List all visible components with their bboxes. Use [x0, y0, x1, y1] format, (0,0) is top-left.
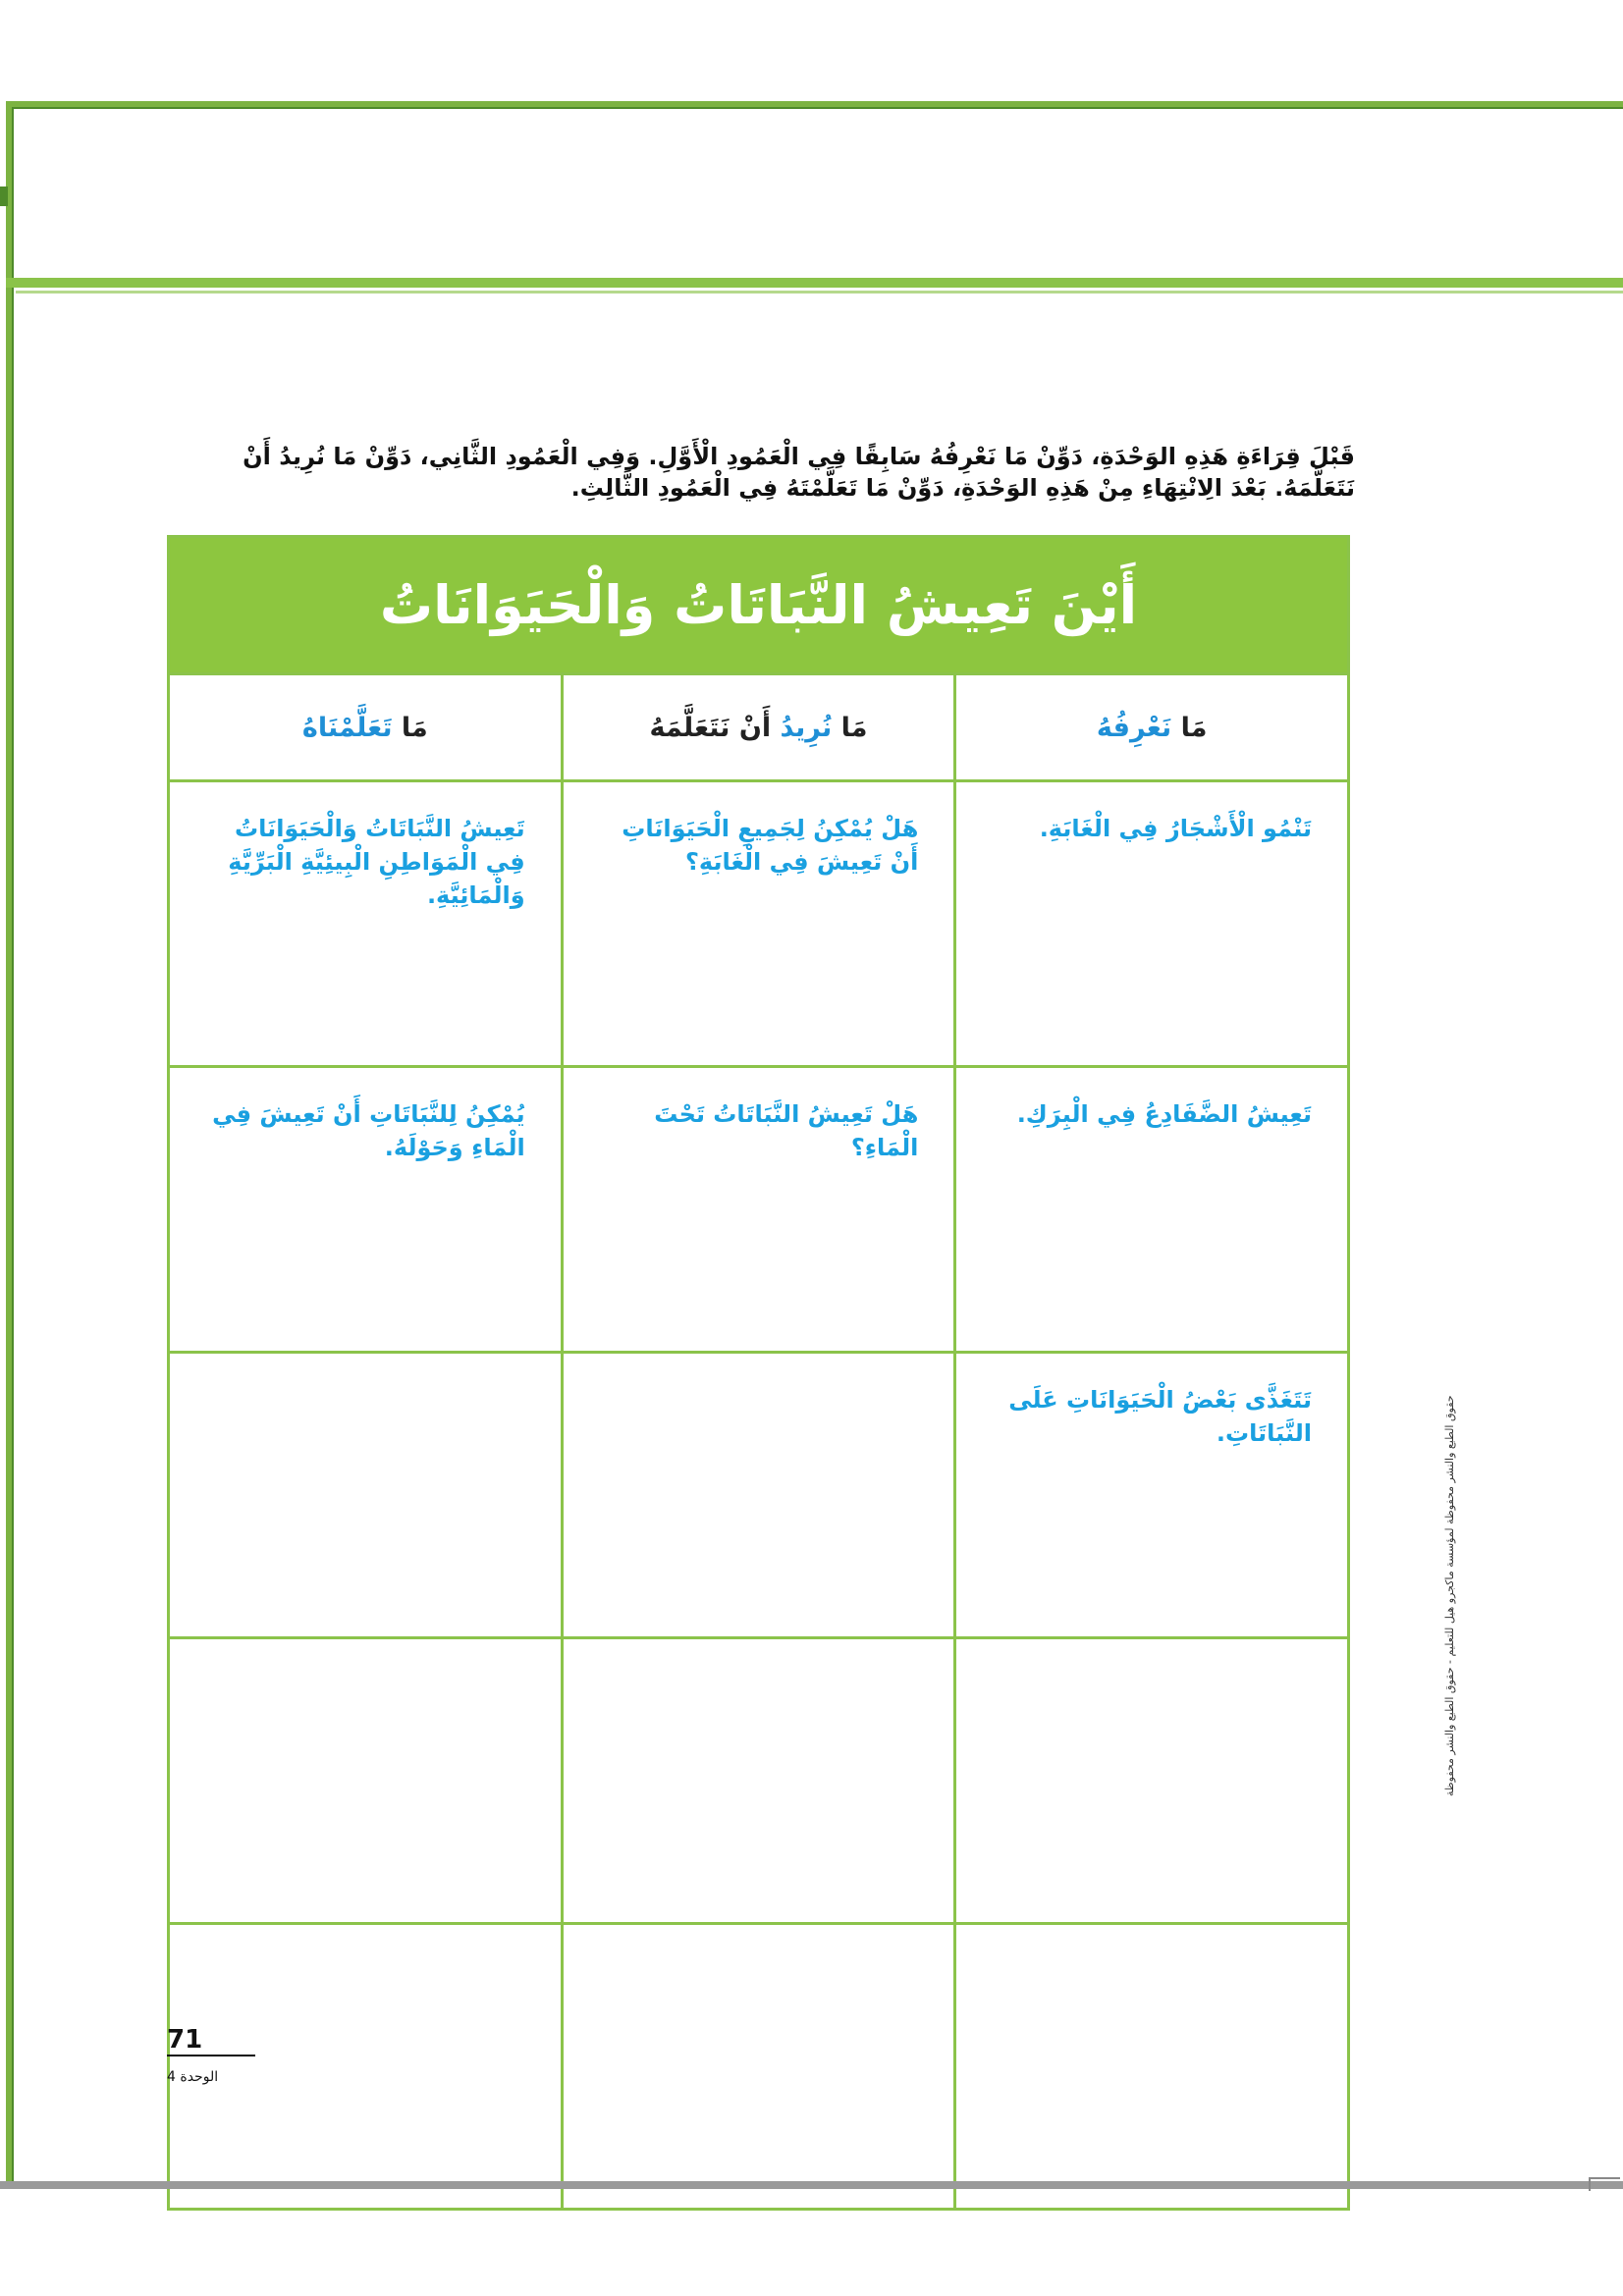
table-row: [169, 781, 1349, 1067]
cell-know-1[interactable]: تَنْمُو الْأَشْجَارُ فِي الْغَابَةِ.: [955, 781, 1349, 1067]
cell-learned-5[interactable]: [169, 1924, 563, 2210]
bottom-bar: [0, 2181, 1623, 2189]
cell-want-3[interactable]: [562, 1353, 955, 1638]
cell-learned-1[interactable]: تَعِيشُ النَّبَاتَاتُ وَالْحَيَوَانَاتُ فِي الْمَوَاطِنِ الْبِيئِيَّةِ الْبَرِّيَّةِ وَالْمَائِيَّةِ.: [169, 781, 563, 1067]
header-know: [955, 674, 1349, 781]
cell-know-4[interactable]: [955, 1638, 1349, 1924]
table-header-row: [169, 674, 1349, 781]
cell-know-5[interactable]: [955, 1924, 1349, 2210]
header-know-prefix: مَا: [1180, 712, 1208, 743]
table-row: [169, 1924, 1349, 2210]
header-learned: [169, 674, 563, 781]
header-want: [562, 674, 955, 781]
table-row: [169, 1353, 1349, 1638]
header-know-keyword: نَعْرِفُهُ: [1096, 712, 1172, 743]
header-want-rest: أَنْ نَتَعَلَّمَهُ: [649, 712, 772, 743]
cell-learned-2[interactable]: يُمْكِنُ لِلنَّبَاتَاتِ أَنْ تَعِيشَ فِي الْمَاءِ وَحَوْلَهُ.: [169, 1067, 563, 1353]
corner-mark: [1589, 2177, 1620, 2191]
table-row: [169, 1067, 1349, 1353]
cell-want-4[interactable]: [562, 1638, 955, 1924]
cell-learned-4[interactable]: [169, 1638, 563, 1924]
table-row: [169, 1638, 1349, 1924]
kwl-table: [167, 535, 1350, 2211]
cell-learned-3[interactable]: [169, 1353, 563, 1638]
table-title: أَيْنَ تَعِيشُ النَّبَاتَاتُ وَالْحَيَوَانَاتُ: [169, 537, 1349, 674]
header-learned-keyword: تَعَلَّمْنَاهُ: [301, 712, 393, 743]
instructions-text: قَبْلَ قِرَاءَةِ هَذِهِ الوَحْدَةِ، دَوِّنْ مَا نَعْرِفُهُ سَابِقًا فِي الْعَمُودِ الْأَوَّلِ. وَفِي الْعَمُودِ الثَّانِي، دَوِّنْ مَا نُرِيدُ أَنْ نَتَعَلَّمَهُ. بَعْدَ الِانْتِهَاءِ مِنْ هَذِهِ الوَحْدَةِ، دَوِّنْ مَا تَعَلَّمْتَهُ فِي الْعَمُودِ الثَّالِثِ.: [243, 443, 1355, 502]
header-learned-prefix: مَا: [401, 712, 428, 743]
unit-label: الوحدة 4: [167, 2069, 219, 2085]
header-band: [6, 101, 1623, 288]
copyright-side-note: حقوق الطبع والنشر محفوظة لمؤسسة ماكجرو هيل للتعليم - حقوق الطبع والنشر محفوظة: [1443, 1395, 1456, 1796]
cell-want-2[interactable]: هَلْ تَعِيشُ النَّبَاتَاتُ تَحْتَ الْمَاءِ؟: [562, 1067, 955, 1353]
header-divider: [16, 291, 1623, 294]
cell-know-2[interactable]: تَعِيشُ الضَّفَادِعُ فِي الْبِرَكِ.: [955, 1067, 1349, 1353]
header-want-prefix: مَا: [840, 712, 868, 743]
cell-want-1[interactable]: هَلْ يُمْكِنُ لِجَمِيعِ الْحَيَوَانَاتِ أَنْ تَعِيشَ فِي الْغَابَةِ؟: [562, 781, 955, 1067]
page-number: 71: [167, 2025, 255, 2056]
binding-strip: [0, 187, 8, 206]
cell-want-5[interactable]: [562, 1924, 955, 2210]
header-want-keyword: نُرِيدُ: [780, 712, 833, 743]
cell-know-3[interactable]: تَتَغَذَّى بَعْضُ الْحَيَوَانَاتِ عَلَى النَّبَاتَاتِ.: [955, 1353, 1349, 1638]
